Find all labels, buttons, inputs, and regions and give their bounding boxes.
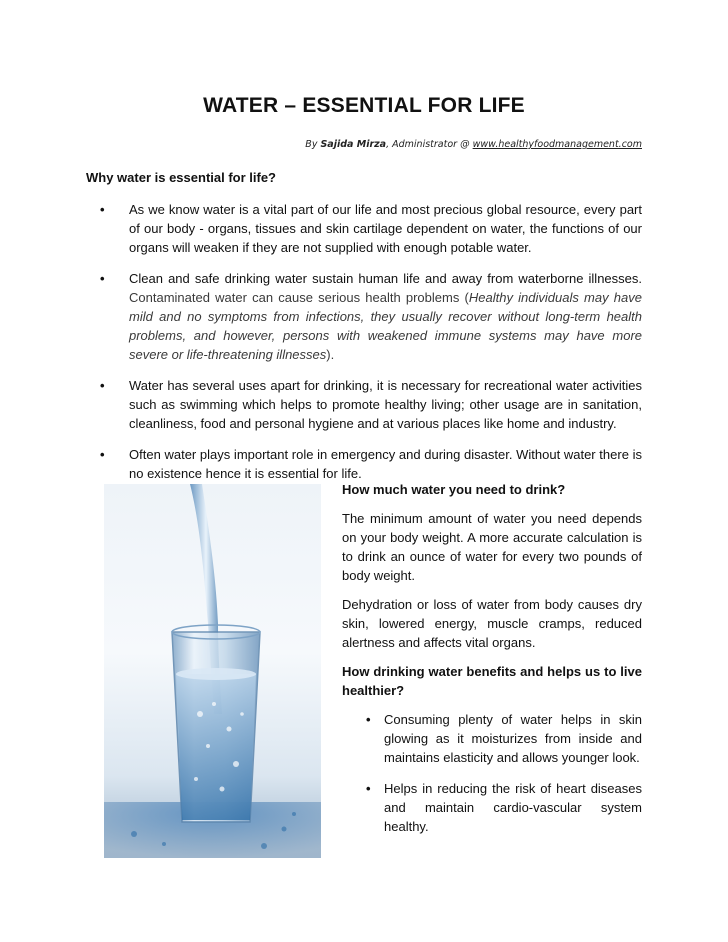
list-item [342, 779, 642, 836]
bullet-icon: • [100, 447, 105, 462]
bullet-text: As we know water is a vital part of our life and most precious global resource, every part of our body - organs, tissues and skin cartilage dependent on water, the functions of our organs will weaken if they are not supplied with enough potable water. [129, 202, 642, 255]
bullet-text-lead: Clean and safe drinking water sustain human life and away from waterborne illnesses. [129, 271, 642, 286]
bullet-text: Consuming plenty of water helps in skin glowing as it moisturizes from inside and maintains elasticity and allows younger look. [384, 712, 642, 765]
bullet-text: Helps in reducing the risk of heart diseases and maintain cardio-vascular system healthy. [384, 781, 642, 834]
section-heading-benefits: How drinking water benefits and helps us to live healthier? [342, 664, 642, 698]
paragraph-body-weight: The minimum amount of water you need depends on your body weight. A more accurate calculation is to drink an ounce of water for every two pounds of body weight. [342, 511, 642, 583]
bullet-icon: • [366, 781, 371, 796]
water-glass-illustration [104, 484, 321, 858]
bullet-text: Often water plays important role in emergency and during disaster. Without water there is no existence hence it is essential for life. [129, 447, 642, 481]
water-glass-photo [104, 484, 321, 858]
bullet-text-close: ). [326, 347, 335, 362]
list-item [86, 376, 642, 433]
paragraph-dehydration: Dehydration or loss of water from body causes dry skin, lowered energy, muscle cramps, reduced alertness and affects vital organs. [342, 597, 642, 650]
bullet-icon: • [366, 712, 371, 727]
bullet-icon: • [100, 378, 105, 393]
byline [305, 139, 642, 150]
why-bullet-list [86, 200, 642, 495]
document-title: WATER – ESSENTIAL FOR LIFE [203, 94, 525, 117]
bullet-text: Water has several uses apart for drinking, it is necessary for recreational water activities such as swimming which helps to promote healthy living; other usage are in sanitation, cleanliness, food and personal hygiene and at various places like home and industry. [129, 378, 642, 431]
bullet-text-italic: Healthy individuals may have mild and no symptoms from infections, they usually recover without long-term health problems, and however, persons with weakened immune systems may have more severe or life-threatening illnesses [129, 290, 642, 362]
byline-author: Sajida Mirza [320, 139, 387, 150]
list-item [86, 200, 642, 257]
byline-role: , Administrator @ [386, 139, 470, 150]
list-item [342, 710, 642, 767]
byline-prefix: By [305, 139, 318, 150]
right-column [342, 480, 642, 848]
byline-link[interactable]: www.healthyfoodmanagement.com [472, 139, 642, 150]
list-item [86, 269, 642, 364]
bullet-text-note: Contaminated water can cause serious health problems ( [129, 290, 469, 305]
bullet-icon: • [100, 271, 105, 286]
list-item [86, 445, 642, 483]
bullet-icon: • [100, 202, 105, 217]
section-heading-why: Why water is essential for life? [86, 170, 276, 185]
section-heading-how-much: How much water you need to drink? [342, 482, 566, 497]
